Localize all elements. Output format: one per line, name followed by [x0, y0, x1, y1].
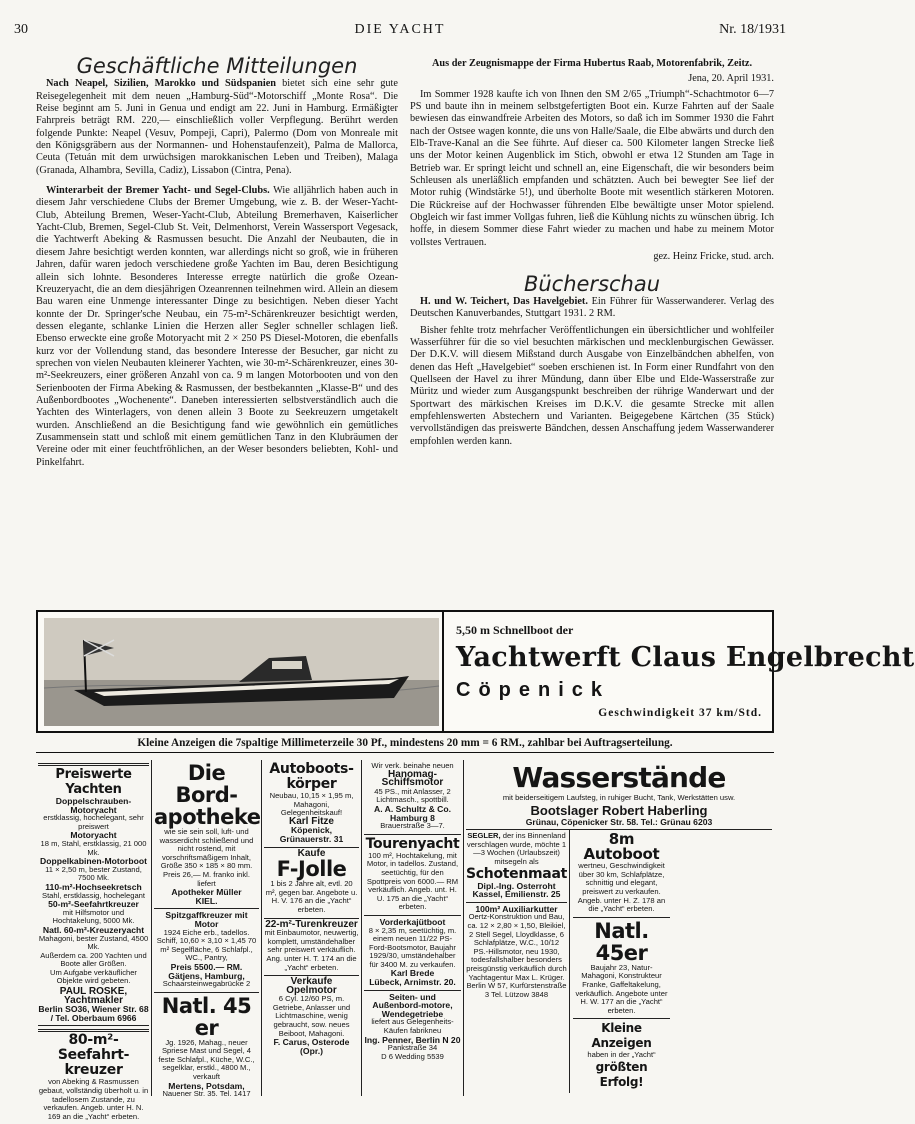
ad-title: Die Bord-apotheke — [154, 761, 261, 829]
classified-column-5 — [464, 760, 774, 1096]
testimonial-date: Jena, 20. April 1931. — [688, 73, 774, 85]
ad-text: von Abeking & Rasmussen gebaut, vollständig überholt u. in tadellosem Zustande, zu verkaufen. Angeb. unter H. N. 169 an die „Yacht“ erbeten. — [38, 1077, 149, 1121]
section-heading-geschaeftliche: Geschäftliche Mitteilungen — [76, 54, 358, 78]
article-text: Wie alljährlich haben auch in diesem Jahr verschiedene Clubs der Bremer Umgebung, wie z. B. der Weser-Yacht-Club, Abteilung Bremen, Weser-Yacht-Club, Abteilung Bremerhaven, Kaiserlicher Yacht-Club, Bremen, Segel-Club St. Veit, Delmenhorst, Verein Wassersport Vegesack, die Yachtwerft Abeking & Rasmussen besucht. Die Anzahl der Neubauten, die in diesem Jahre besichtigt werden konnten, war allerdings nicht so groß, wie in früheren Jahren, dafür waren jedoch verschiedene große Yachten im Bau, deren Besichtigung allein sich lohnte. Besonderes Interesse erregte natürlich die große Ozean-Kreuzeryacht, die an dem diesjährigen Ozeanrennen teilnehmen wird. Allein an diesem Bau waren eine Unmenge interessanter Dinge zu besichtigen. Neben dieser Yacht konnte der Dr. Springer'sche Neubau, ein 75-m²-Schärenkreuzer besichtigt werden, dessen elegante, schlanke Linien die Herzen aller Segler schneller schlagen ließ. Ebenso erweckte eine große Motoryacht mit 2 × 250 PS Diesel-Motoren, die ebenfalls kurz vor der Vollendung stand, das besondere Interesse der Besucher, gar nicht zu sprechen von vielen Neubauten kleinerer Yachten, wie 30-m²-Schärenkreuzer, eines 30-m²-Seekreuzers, einer größeren Anzahl von ca. 9 m langen Motorbooten und von den Serienbooten der Firma Abeking & Rasmussen, der bestbekannten „Klasse-B“ und des Außenbordbootes „Wochenente“. Daneben interessierten selbstverständlich auch die Yachten des Winterlagers, von denen allein 3 Boote zu Seekreuzern umgetakelt wurden. Anschließend an die Besichtigung fand wie gewöhnlich ein gemütliches Zusammensein statt und schloß mit einem gemütlichen Tanz in den Klubräumen der Vereine oder mit einer feuchtfröhlichen, an der Weser besonders beliebten, Kohl- und Pinkelfahrt. — [36, 185, 398, 468]
ad-title: Preiswerte Yachten — [55, 767, 132, 797]
right-column — [410, 58, 774, 598]
ad-item: Doppelschrauben-Motoryacht — [55, 796, 132, 815]
section-heading-buecherschau: Bücherschau — [523, 271, 661, 296]
ad-nationale-45er — [154, 993, 259, 1102]
ad-text: 1924 Eiche erb., tadellos. Schiff, 10,60 × 3,10 × 1,45 70 m² Segelfläche, 6 Schlafpl., WC., Pantry, — [156, 927, 257, 963]
left-column — [36, 54, 398, 598]
ad-address: Schaarsteinwegabrücke 2 — [162, 979, 251, 989]
classified-rates-banner: Kleine Anzeigen die 7spaltige Millimeterzeile 30 Pf., mindestens 20 mm = 6 RM., zahlbar bei Auftragserteilung. — [36, 737, 774, 753]
classified-column-2 — [152, 760, 262, 1099]
book-review-text: Bisher fehlte trotz mehrfacher Veröffentlichungen ein übersichtlicher und wohlfeiler Wasserführer für die so viel besuchten märkischen und mecklenburgischen Gewässer. Der D.K.V. will diesem Mißstand durch Ausgabe von Einzelbändchen abhelfen, von denen das Heft „Havelgebiet“ soeben erschienen ist. In Form einer Rundfahrt von den Quellseen der Havel zu ihrer Mündung, dann über Elbe und Elde-Wasserstraße zur Müritz und wieder zum Ausgangspunkt beschreiben der rührige Wanderwart und der Sportwart des märkischen Kreises im D.K.V. die gesamte Strecke mit allen empfehlenswerten Abstechern und Varianten. Beigegebene Kärtchen (35 Stück) vervollständigen das preiswerte Bändchen, dessen Anschaffung jedem Wasserwanderer empfohlen werden kann. — [410, 324, 774, 447]
ad-firm: Ing. Penner, Berlin N 20 — [364, 1034, 461, 1045]
ad-title: Verkaufe Opelmotor — [286, 976, 337, 996]
ad-title: Seiten- und Außenbord-motore, Wendegetriebe — [372, 991, 453, 1019]
ad-title-big: F-Jolle — [276, 857, 347, 882]
engelbrecht-advertisement — [36, 610, 915, 733]
classified-column-3 — [262, 760, 362, 1096]
ad-text: mit Einbaumotor, neuwertig, komplett, umständehalber sehr preiswert verkäuflich. Ang. unter H. T. 174 an die „Yacht“ erbeten. — [264, 928, 359, 972]
ad-firm: Apotheker Müller — [171, 887, 242, 898]
ad-item: 11 × 2,50 m, bester Zustand, 7500 Mk. — [45, 864, 142, 883]
ad-penner — [364, 991, 461, 1065]
ad-text: 100 m², Hochtakelung, mit Motor, in tadellos. Zustand, seetüchtig, für den Spottpreis von 6000.— RM verkäuflich. Angeb. unt. H. U. 175 an die „Yacht“ erbeten. — [366, 850, 459, 912]
ad-natl-45er — [573, 918, 670, 1020]
ad-turenkreuzer — [264, 919, 359, 977]
ad-firm: Karl Fitze — [288, 815, 334, 827]
ad-address: Berlin SO36, Wiener Str. 68 / Tel. Oberbaum 6966 — [38, 1004, 149, 1023]
ad-title: Kleine Anzeigen — [591, 1021, 652, 1051]
ad-title: Hanomag-Schiffsmotor — [381, 768, 444, 789]
ad-address: Hamburg 8 — [390, 812, 435, 823]
ad-address: Brauerstraße 3—7. — [380, 821, 445, 831]
ad-item: erstklassig, hochelegant, sehr preiswert — [43, 813, 144, 831]
ad-item: Doppelkabinen-Motorboot — [40, 856, 147, 867]
ad-text: Neubau, 10,15 × 1,95 m, Mahagoni, Gelegenheitskauf! — [269, 791, 354, 818]
ad-address: Grünau, Cöpenicker Str. 58. Tel.: Grünau 6203 — [525, 816, 713, 827]
sub-column-left — [466, 830, 570, 1093]
ad-firm: Dipl.-Ing. Osterroht — [477, 880, 556, 891]
ad-title: 22-m²-Turenkreuzer — [265, 918, 358, 930]
sub-columns — [466, 830, 772, 1093]
ad-city: KIEL. — [195, 895, 218, 906]
book-title: H. und W. Teichert, Das Havelgebiet. — [420, 295, 588, 307]
ad-item: Stahl, erstklassig, hochelegant — [42, 890, 145, 900]
ad-bordapotheke — [154, 760, 259, 909]
rule — [38, 763, 149, 766]
issue-number: Nr. 18/1931 — [719, 22, 786, 37]
ad-title: Natl. 45 er — [161, 993, 252, 1040]
sub-column-right — [570, 830, 670, 1093]
ad-item: mit Hilfsmotor und Hochtakelung, 5000 Mk. — [52, 907, 135, 926]
ad-firm: PAUL ROSKE, Yachtmakler — [59, 986, 128, 1006]
ad-roske — [38, 760, 149, 1026]
ad-phone: D 6 Wedding 5539 — [381, 1051, 444, 1061]
ad-spitzgaffkreuzer — [154, 909, 259, 992]
ad-line1: 5,50 m Schnellboot der — [456, 623, 574, 637]
article-lead: Nach Neapel, Sizilien, Marokko und Südspanien — [46, 78, 276, 90]
ad-divider — [442, 612, 444, 731]
ad-title-big: größten Erfolg! — [595, 1059, 648, 1089]
ad-item: Außerdem ca. 200 Yachten und Boote aller Größen. — [40, 950, 147, 969]
ad-address: Kassel, Emilienstr. 25 — [472, 889, 561, 900]
ad-firm: Karl Brede — [390, 968, 435, 979]
ad-title: Wasserstände — [512, 761, 726, 794]
ad-vorderkajuetboot — [364, 916, 461, 991]
book-review-header — [410, 296, 774, 321]
ad-text: 8 × 2,35 m, seetüchtig, m. einem neuen 11/22 PS-Ford-Bootsmotor, Baujahr 1929/30, umständehalber für 3400 M. zu verkaufen. — [368, 925, 457, 969]
ad-item: Um Aufgabe verkäuflicher Objekte wird gebeten. — [50, 967, 137, 986]
ad-tourenyacht — [364, 835, 461, 916]
ad-firm-name: Yachtwerft Claus Engelbrecht — [456, 642, 915, 673]
ad-text: haben in der „Yacht“ — [587, 1050, 656, 1060]
article-lead: Winterarbeit der Bremer Yacht- und Segel-Clubs. — [46, 185, 270, 197]
ad-firm: Gätjens, Hamburg, — [168, 970, 245, 981]
ad-address: Nauener Str. 35. Tel. 1417 — [162, 1089, 251, 1099]
speedboat-illustration — [44, 618, 439, 726]
book-info: Ein Führer für Wasserwanderer. Verlag des Deutschen Kanuverbandes, Stuttgart 1931. 2 RM. — [410, 295, 774, 320]
ad-segler — [466, 830, 567, 903]
ad-item: Natl. 60-m²-Kreuzeryacht — [42, 924, 145, 935]
ad-text: Baujahr 23, Natur-Mahagoni, Konstrukteur Franke, Gaffeltakelung, verkäuflich. Angebote unter H. W. 177 an die „Yacht“ erbeten. — [575, 962, 668, 1015]
ad-text: mit beiderseitigem Laufsteg, in ruhiger Bucht, Tank, Werkstätten usw. — [502, 793, 736, 802]
article-monte-rosa — [36, 78, 398, 177]
ad-item: 110-m²-Hochseekretsch — [45, 881, 142, 892]
ad-wasserstaende — [466, 760, 772, 830]
ad-title: 8m Autoboot — [583, 830, 660, 864]
ad-text: wertneu, Geschwindigkeit über 30 km, Schlafplätze, schnittig und elegant, preiswert zu verkaufen. Angeb. unter H. Z. 178 an die „Yacht“ erbeten. — [577, 861, 666, 914]
journal-title: DIE YACHT — [354, 22, 446, 37]
ad-text: 1 bis 2 Jahre alt, evtl. 20 m², gegen bar. Angebote u. H. V. 176 an die „Yacht“ erbeten. — [265, 879, 358, 914]
ad-seefahrtkreuzer — [38, 1026, 149, 1124]
ad-title: Natl. 45er — [594, 918, 649, 965]
ad-8m-autoboot — [573, 830, 670, 918]
ad-firm: A. A. Schultz & Co. — [373, 803, 452, 814]
ad-speed: Geschwindigkeit 37 km/Std. — [598, 707, 762, 719]
ad-lead: SEGLER, — [467, 831, 501, 841]
ad-address: Pankstraße 34 — [387, 1043, 438, 1053]
ad-firm: F. Carus, Osterode (Opr.) — [273, 1037, 350, 1056]
ad-text: Jg. 1926, Mahag., neuer Spriese Mast und Segel, 4 feste Schlafpl., Küche, W.C., segelklar, erstkl., 4800 M., verkauft — [158, 1037, 255, 1082]
ad-item: 18 m, Stahl, erstklassig, 21 000 Mk. — [40, 838, 147, 857]
ad-title: 100m² Auxiliarkutter — [475, 903, 558, 914]
ad-title: Spitzgaffkreuzer mit Motor — [165, 910, 248, 929]
article-bremer-clubs — [36, 185, 398, 469]
ad-title: 80-m²-Seefahrt-kreuzer — [57, 1032, 130, 1079]
page-number: 30 — [14, 22, 28, 37]
ad-item: Motoryacht — [70, 830, 117, 841]
ad-auxiliarkutter — [466, 903, 567, 1003]
ad-address: Köpenick, Grünauerstr. 31 — [279, 825, 344, 844]
classified-column-1 — [36, 760, 152, 1121]
page-header — [14, 22, 786, 40]
ad-price: Preis 5500.— RM. — [170, 961, 243, 972]
ad-text: Oertz-Konstruktion und Bau, ca. 12 × 2,80 × 1,50, Bleikiel, 2 Stell Segel, Lloydklasse, 6 Schlafplätze, W.C., 10/12 PS.-Hillsmotor, neu 1930, todesfallshalber besonders preisgünstig verkäuflich durch Yachtagentur Max L. Krüger. Berlin W 57, Kurfürstenstraße 3 Tel. Lützow 3848 — [466, 912, 567, 999]
ad-address: Lübeck, Arnimstr. 20. — [369, 977, 456, 988]
ad-title: Kaufe — [297, 847, 326, 859]
ad-item: 50-m²-Seefahrtkreuzer — [48, 899, 139, 910]
ad-text: der ins Binnenland verschlagen wurde, möchte 1—3 Wochen (Urlaubszeit) mitsegeln als — [466, 831, 567, 866]
testimonial-signature: gez. Heinz Fricke, stud. arch. — [653, 251, 774, 263]
ad-firm: Bootslager Robert Haberling — [530, 802, 708, 818]
ad-f-jolle — [264, 848, 359, 919]
ad-title: Schotenmaat — [466, 865, 567, 882]
ad-title: Tourenyacht — [365, 835, 460, 852]
ad-opelmotor — [264, 976, 359, 1058]
ad-text: liefert aus Gelegenheits-Käufen fabrikneu — [371, 1017, 454, 1036]
testimonial-heading: Aus der Zeugnismappe der Firma Hubertus Raab, Motorenfabrik, Zeitz. — [431, 58, 753, 69]
ad-kleine-anzeigen — [573, 1019, 670, 1093]
testimonial-text: Im Sommer 1928 kaufte ich von Ihnen den SM 2/65 „Triumph“-Schachtmotor 6—7 PS und baute ihn in meinem selbstgefertigten Boot ein. Kurze Fahrten auf der Saale bewiesen das einwandfreie Arbeiten des Motors, so daß ich im Sommer 1930 die Fahrt nach der Ostsee wagen konnte, die uns von Halle/Saale, die Elbe abwärts und durch den Elb-Trave-Kanal an die See führte. Auf dieser ca. 500 Kilometer langen Strecke ließ uns der Motor keinen Augenblick im Stich, obwohl er etwa 12 Stunden am Tage in Betrieb war. Er springt leicht und schnell an, eine Eigenschaft, die wir besonders beim Schleusen als unerläßlich empfanden und schätzten. Auch bei bewegter See lief der Motor ruhig (Windstärke 5!), und überholte Boote mit wesentlich stärkeren Motoren. Die Rückreise auf der Hochwasser führenden Elbe bewältigte unser Motor spielend. Obgleich wir fast immer Vollgas fuhren, ließ die Kühlung nichts zu wünschen übrig. Ich hoffe, in diesem Sommer diese Fahrt wieder zu machen und habe zu meinem Motor vollstes Vertrauen. — [410, 88, 774, 248]
ad-text: 45 PS., mit Anlasser, 2 Lichtmasch., spottbill. — [374, 786, 451, 805]
ad-title: Autoboots-körper — [269, 761, 354, 792]
ad-text: 6 Cyl. 12/60 PS, m. Getriebe, Anlasser und Lichtmaschine, wenig gebraucht, sow. neues Beiboot, Mahagoni. — [272, 994, 351, 1038]
ad-firm: Mertens, Potsdam, — [168, 1080, 245, 1091]
ad-title: Vorderkajütboot — [379, 916, 446, 927]
ad-text: wie sie sein soll, luft- und wasserdicht schließend und nicht rostend, mit vorschriftsmäßigem Inhalt, Größe 350 × 185 × 80 mm. Preis 26,— M. franko inkl. liefert — [159, 827, 254, 888]
classified-column-4 — [362, 760, 464, 1096]
ad-item: Mahagoni, bester Zustand, 4500 Mk. — [38, 933, 149, 952]
ad-city: Cöpenick — [456, 679, 611, 701]
ad-hanomag — [364, 760, 461, 835]
article-text: bietet sich eine sehr gute Reisegelegenheit mit dem neuen „Hamburg-Süd“-Motorschiff „Monte Rosa“. Die Reise beginnt am 5. Juni in Genua und endigt am 22. Juni in Hamburg. Ermäßigter Fahrpreis beträgt RM. 220,— einschließlich voller Verpflegung. Berührt werden folgende Punkte: Neapel (Vesuv, Pompeji, Capri), Palermo (Dom von Monreale mit den Königsgräbern aus der Normannen- und Hohenstaufenzeit), Palma de Mallorca, Ceuta (Tetuán mit dem urwüchsigen marokkanischen Leben und Treiben), Malaga (Granada, Alhambra, Sevilla, Cadiz), Lissabon (Cintra, Pena). — [36, 78, 398, 176]
ad-pre: Wir verk. beinahe neuen — [371, 761, 454, 770]
ad-autobootskoerper — [264, 760, 359, 848]
